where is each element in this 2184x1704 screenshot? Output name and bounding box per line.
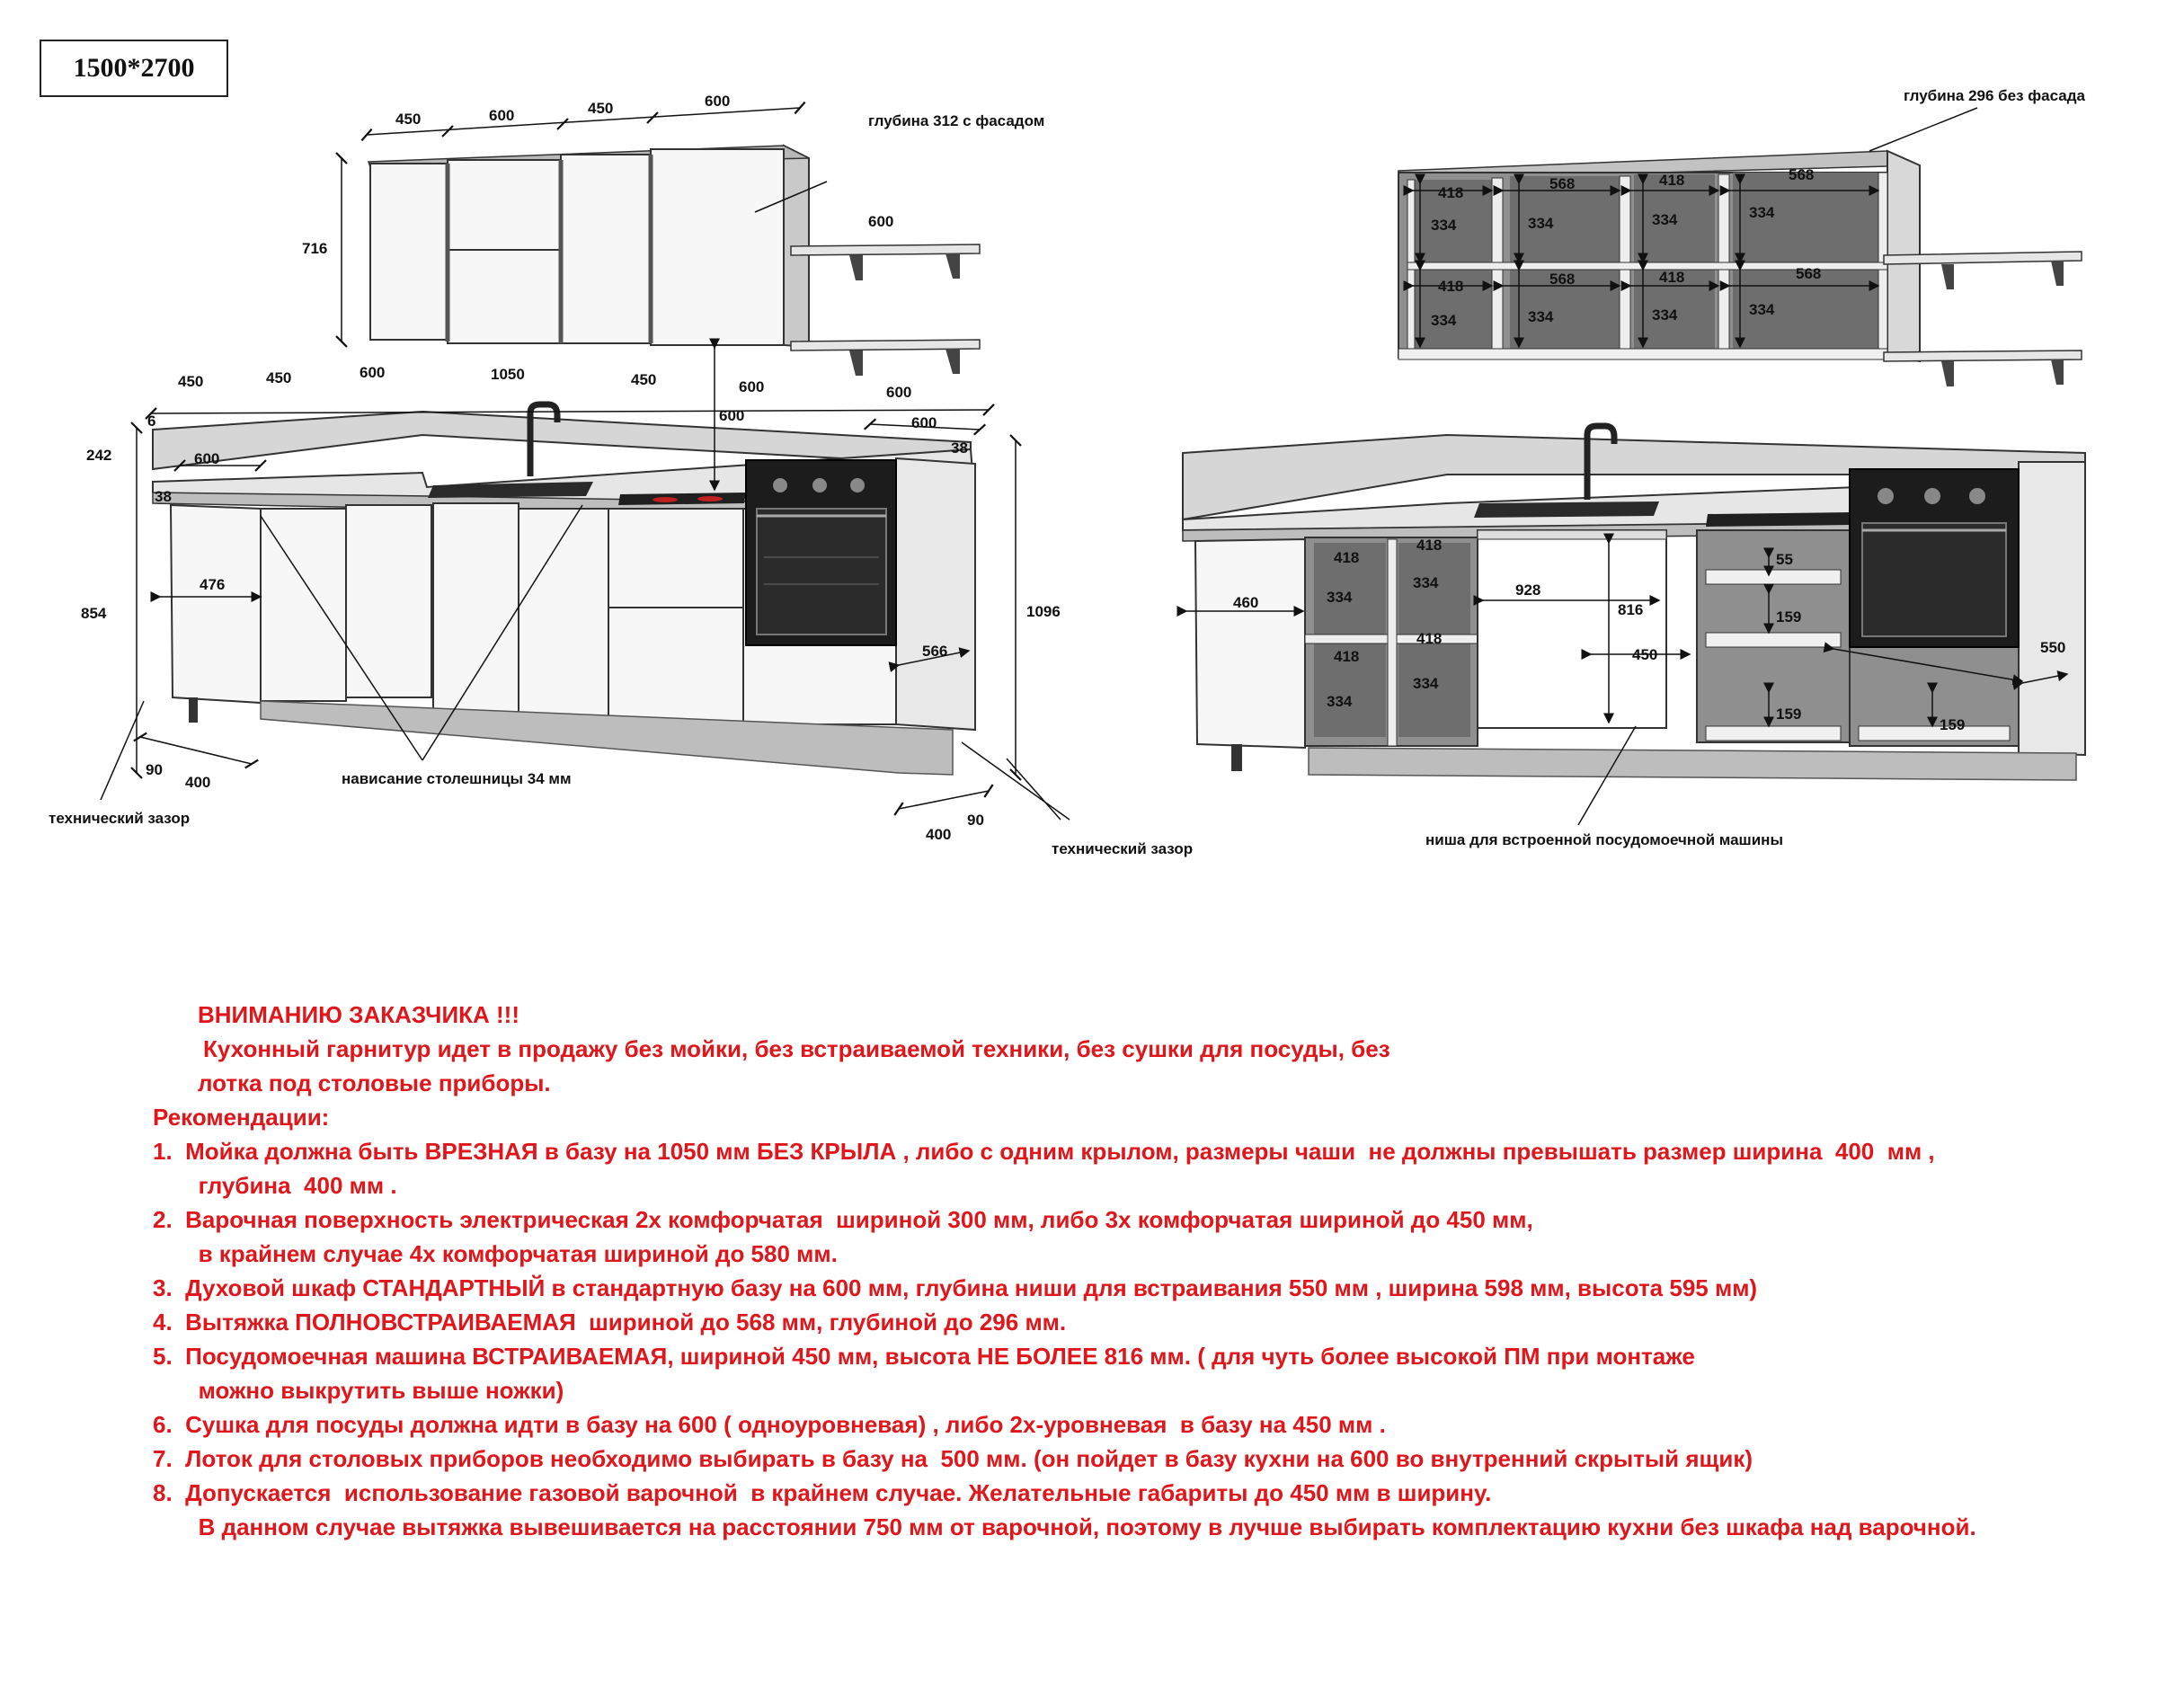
upper-inner-h-1a: 334 [1431, 217, 1457, 234]
drawer-height-2: 159 [1776, 608, 1802, 626]
note-item: 6. Сушка для посуды должна идти в базу на 600 ( одноуровневая) , либо 2х-уровневая в базу на 450 мм . [153, 1411, 1386, 1438]
base-width-5: 450 [631, 371, 657, 388]
base-end-side [896, 458, 975, 730]
total-height: 1096 [1026, 603, 1061, 620]
base-inner-7: 418 [1416, 630, 1443, 647]
left-hob [618, 493, 746, 505]
upper-inner-w-3b: 418 [1659, 269, 1685, 286]
plinth-gap: 90 [146, 761, 163, 778]
drawer-height-4: 159 [1940, 716, 1966, 733]
note-item: 7. Лоток для столовых приборов необходимо выбирать в базу на 500 мм. (он пойдет в базу кухни на 600 во внутренний скрытый ящик) [153, 1445, 1753, 1472]
upper-inner-h-4a: 334 [1749, 204, 1775, 221]
base-width-7: 600 [886, 384, 912, 401]
edge-38-left: 38 [155, 488, 172, 505]
edge-38-right: 38 [951, 439, 968, 457]
base-inner-2: 334 [1327, 589, 1353, 606]
upper-inner-h-3b: 334 [1652, 306, 1678, 324]
base-width-3: 600 [360, 364, 386, 381]
upper-inner-w-3a: 418 [1659, 172, 1685, 189]
left-shelves [791, 244, 980, 376]
upper-door-5 [651, 149, 784, 345]
upper-inner-w-4b: 568 [1796, 265, 1822, 282]
base-drawer-2 [608, 608, 743, 724]
note-item: в крайнем случае 4х комфорчатая шириной до 580 мм. [153, 1240, 838, 1267]
upper-inner-w-4a: 568 [1789, 166, 1815, 183]
upper-width-2: 600 [489, 107, 515, 124]
backsplash-thickness: 6 [147, 413, 156, 430]
drawer-height-1: 55 [1776, 551, 1793, 568]
right-top-width: 600 [911, 414, 937, 431]
plinth-gap-right: 90 [967, 812, 984, 829]
upper-width-3: 450 [588, 100, 614, 117]
upper-inner-h-1b: 334 [1431, 312, 1457, 329]
base-width-1: 450 [178, 373, 204, 390]
upper-door-2 [448, 160, 561, 250]
overhang-note: нависание столешницы 34 мм [342, 770, 572, 787]
customer-notes [153, 998, 2085, 1544]
upper-depth-note: глубина 312 с фасадом [868, 112, 1045, 129]
base-width-4: 1050 [491, 366, 525, 383]
upper-inner-h-4b: 334 [1749, 301, 1775, 318]
upper-inner-w-1a: 418 [1438, 184, 1464, 201]
upper-inner-w-1b: 418 [1438, 278, 1464, 295]
upper-inner-h-2b: 334 [1528, 308, 1554, 325]
note-item: 5. Посудомоечная машина ВСТРАИВАЕМАЯ, шириной 450 мм, высота НЕ БОЛЕЕ 816 мм. ( для чуть более высокой ПМ при монтаже [153, 1343, 1695, 1370]
note-item: 4. Вытяжка ПОЛНОВСТРАИВАЕМАЯ шириной до 568 мм, глубиной до 296 мм. [153, 1309, 1067, 1336]
notes-rec-title: Рекомендации: [153, 1104, 330, 1131]
base-inner-4: 334 [1413, 574, 1439, 591]
base-drawer-1 [608, 509, 743, 608]
base-door-2 [346, 505, 431, 697]
base-depth-left: 460 [1233, 594, 1259, 611]
dishwasher-depth: 450 [1632, 646, 1658, 663]
base-width-6: 600 [739, 378, 765, 395]
notes-intro-2: лотка под столовые приборы. [198, 1069, 551, 1096]
drawer-height-3: 159 [1776, 706, 1802, 723]
upper-inner-w-2b: 568 [1549, 271, 1576, 288]
base-inner-5: 418 [1334, 648, 1360, 665]
base-door-3 [433, 503, 519, 724]
left-upper-cabinets [368, 146, 809, 347]
left-view [49, 93, 1193, 857]
note-item: В данном случае вытяжка вывешивается на расстоянии 750 мм от варочной, поэтому в лучше выбирать комплектацию кухни без шкафа над варочной. [153, 1513, 1976, 1540]
upper-inner-w-2a: 568 [1549, 175, 1576, 192]
plinth-depth: 400 [185, 774, 211, 791]
note-item: 3. Духовой шкаф СТАНДАРТНЫЙ в стандартную базу на 600 мм, глубина ниши для встраивания 550 мм , ширина 598 мм, высота 595 мм) [153, 1274, 1758, 1301]
side-top-width: 600 [194, 450, 220, 467]
upper-width-1: 450 [395, 111, 422, 128]
right-view [1183, 87, 2086, 848]
base-inner-1: 418 [1334, 549, 1360, 566]
note-item: глубина 400 мм . [153, 1172, 397, 1199]
base-inner-6: 334 [1327, 693, 1353, 710]
shelf-width-label: 600 [868, 213, 894, 230]
notes-title: ВНИМАНИЮ ЗАКАЗЧИКА !!! [198, 1001, 519, 1028]
gap-note-left: технический зазор [49, 810, 191, 827]
base-inner-3: 418 [1416, 537, 1443, 554]
gap-to-upper: 600 [719, 407, 745, 424]
plinth-depth-right: 400 [926, 826, 952, 843]
base-inner-8: 334 [1413, 675, 1439, 692]
base-door-1 [261, 509, 346, 701]
left-oven [746, 460, 896, 645]
right-depth: 566 [922, 643, 948, 660]
upper-height-label: 716 [302, 240, 328, 257]
base-door-4 [519, 509, 608, 724]
oven-depth: 550 [2040, 639, 2066, 656]
backsplash-height: 242 [86, 447, 112, 464]
dishwasher-height: 816 [1618, 601, 1644, 618]
upper-inner-h-2a: 334 [1528, 215, 1554, 232]
dishwasher-width: 928 [1515, 581, 1541, 599]
left-depth: 476 [200, 576, 226, 593]
right-oven [1850, 469, 2019, 647]
note-item: 2. Варочная поверхность электрическая 2х комфорчатая шириной 300 мм, либо 3х комфорчатая шириной до 450 мм, [153, 1206, 1533, 1233]
dishwasher-note: ниша для встроенной посудомоечной машины [1425, 831, 1783, 848]
left-corner-side [171, 505, 261, 703]
dishwasher-niche [1478, 530, 1666, 728]
note-item: можно выкрутить выше ножки) [153, 1377, 564, 1404]
upper-width-4: 600 [705, 93, 731, 110]
base-height: 854 [81, 605, 107, 622]
upper-door-3 [448, 250, 561, 343]
size-label: 1500*2700 [73, 53, 195, 83]
gap-note-right: технический зазор [1052, 840, 1194, 857]
notes-intro-1: Кухонный гарнитур идет в продажу без мойки, без встраиваемой техники, без сушки для посуды, без [203, 1035, 1390, 1062]
upper-inner-h-3a: 334 [1652, 211, 1678, 228]
note-item: 8. Допускается использование газовой варочной в крайнем случае. Желательные габариты до 450 мм в ширину. [153, 1479, 1492, 1506]
right-upper-depth-note: глубина 296 без фасада [1904, 87, 2085, 104]
base-width-2: 450 [266, 369, 292, 386]
upper-door-4 [561, 155, 651, 343]
note-item: 1. Мойка должна быть ВРЕЗНАЯ в базу на 1050 мм БЕЗ КРЫЛА , либо с одним крылом, размеры чаши не должны превышать размер ширина 400 мм , [153, 1138, 1935, 1165]
upper-door-1 [370, 164, 448, 340]
